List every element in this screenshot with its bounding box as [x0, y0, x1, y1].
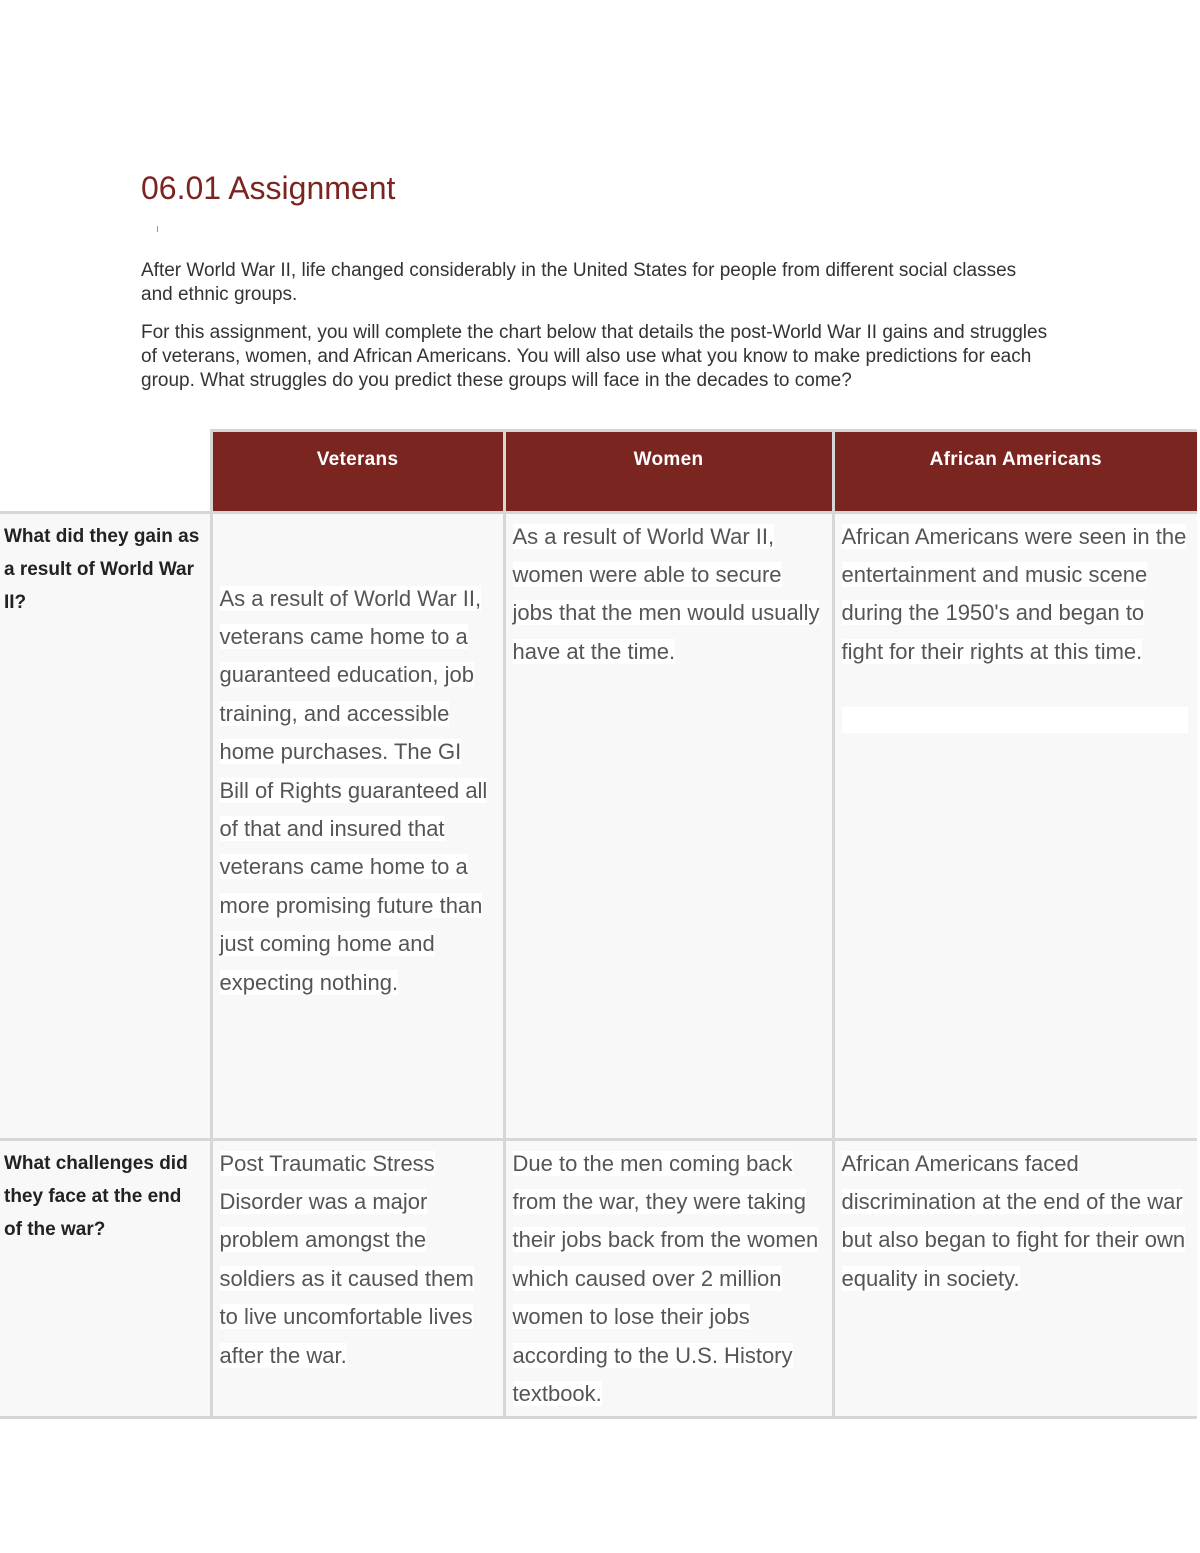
answer-text: Due to the men coming back from the war, they were taking their jobs back from the women which caused over 2 million women to lose their jobs according to the U.S. History textbook. — [512, 1150, 819, 1406]
cell-women-challenges[interactable] — [504, 1139, 833, 1417]
cell-african-americans-challenges[interactable] — [833, 1139, 1197, 1417]
header-women: Women — [504, 431, 833, 513]
row-label-challenges: What challenges did they face at the end of the war? — [0, 1139, 211, 1417]
intro-text — [141, 259, 1051, 407]
header-row — [0, 431, 1197, 513]
answer-text: African Americans were seen in the entertainment and music scene during the 1950's and began to fight for their rights at this time. — [841, 523, 1187, 664]
page-title: 06.01 Assignment — [141, 170, 396, 206]
answer-text: As a result of World War II, women were able to secure jobs that the men would usually have at the time. — [512, 523, 820, 664]
cell-veterans-challenges[interactable] — [211, 1139, 504, 1417]
cell-spacer — [220, 518, 497, 580]
corner-cell — [0, 431, 211, 513]
answer-text: As a result of World War II, veterans came home to a guaranteed education, job training, and accessible home purchases. The GI Bill of Rights guaranteed all of that and insured that veterans came home to a more promising future than just coming home and expecting nothing. — [219, 585, 488, 995]
cell-african-americans-gains[interactable] — [833, 512, 1197, 1139]
table-row-gains — [0, 512, 1197, 1139]
cell-veterans-gains[interactable] — [211, 512, 504, 1139]
row-label-gains: What did they gain as a result of World War II? — [0, 512, 211, 1139]
header-veterans: Veterans — [211, 431, 504, 513]
intro-paragraph-1: After World War II, life changed considerably in the United States for people from different social classes and ethnic groups. — [141, 260, 1017, 305]
blank-highlight-strip — [842, 707, 1188, 733]
stray-mark — [157, 226, 158, 232]
header-african-americans: African Americans — [833, 431, 1197, 513]
intro-paragraph-2: For this assignment, you will complete the chart below that details the post-World War II gains and struggles of veterans, women, and African Americans. You will also use what you know to make predictions for each group. What struggles do you predict these groups will face in the decades to come? — [141, 322, 1048, 391]
answer-text: African Americans faced discrimination at the end of the war but also began to fight for their own equality in society. — [841, 1150, 1186, 1291]
cell-women-gains[interactable] — [504, 512, 833, 1139]
assignment-chart — [0, 429, 1197, 1419]
answer-text: Post Traumatic Stress Disorder was a major problem amongst the soldiers as it caused them to live uncomfortable lives after the war. — [219, 1150, 474, 1368]
table-row-challenges — [0, 1139, 1197, 1417]
